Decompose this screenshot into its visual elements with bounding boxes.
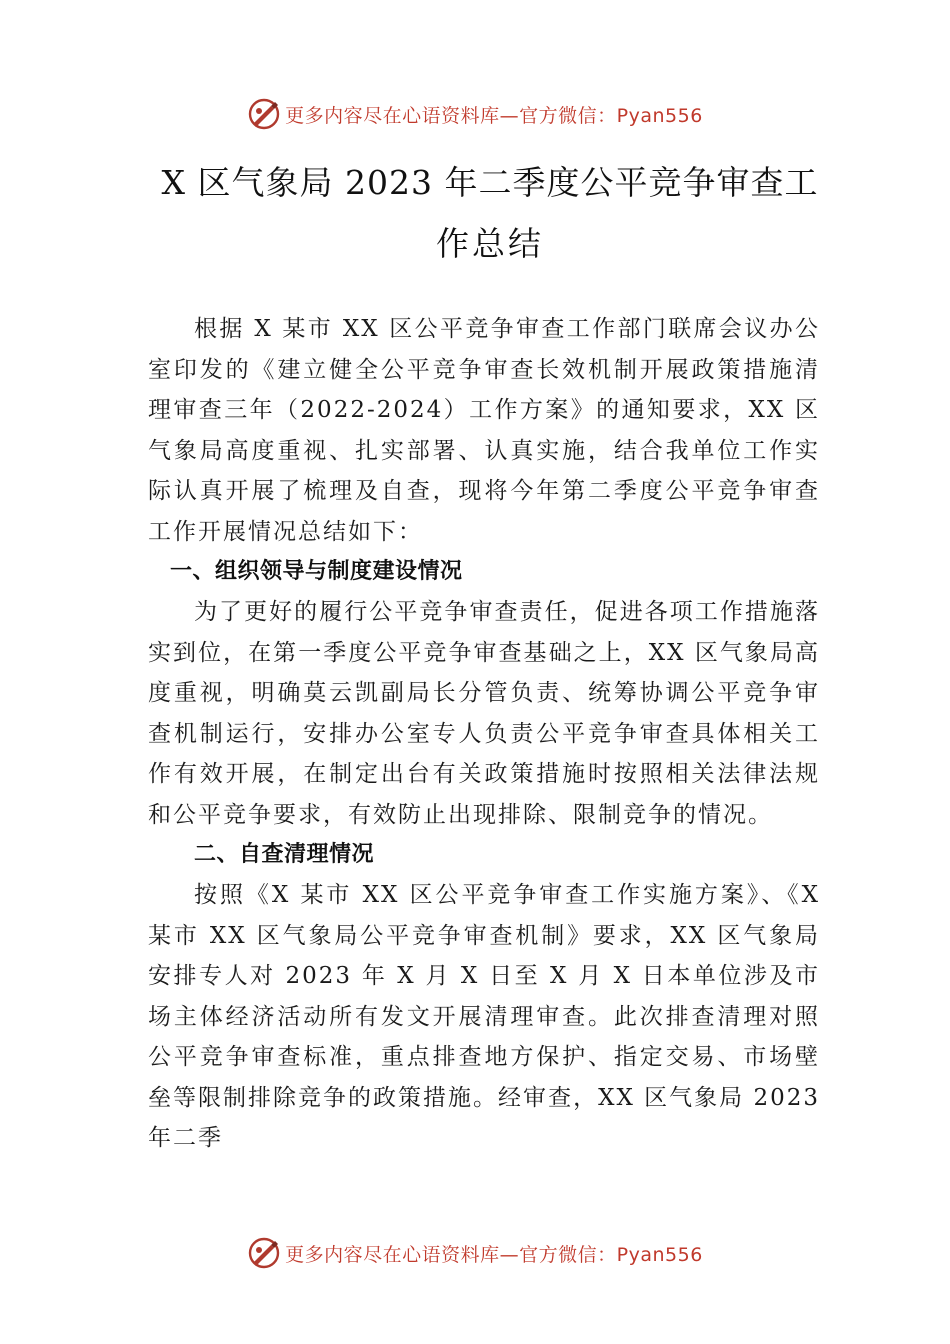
watermark-footer <box>0 1233 950 1273</box>
intro-paragraph: 根据 X 某市 XX 区公平竞争审查工作部门联席会议办公室印发的《建立健全公平竞争审查长效机制开展政策措施清理审查三年（2022-2024）工作方案》的通知要求，XX 区气象局高度重视、扎实部署、认真实施，结合我单位工作实际认真开展了梳理及自查，现将今年第二季度公平竞争审查工作开展情况总结如下： <box>148 316 820 545</box>
document-body <box>148 309 820 1159</box>
watermark-header <box>0 94 950 134</box>
pen-seal-icon <box>247 97 281 131</box>
section-heading-self-inspection: 二、自查清理情况 <box>194 842 375 867</box>
watermark-text: 更多内容尽在心语资料库—官方微信：Pyan556 <box>285 1243 703 1266</box>
section-body-organization: 为了更好的履行公平竞争审查责任，促进各项工作措施落实到位，在第一季度公平竞争审查基础之上，XX 区气象局高度重视，明确莫云凯副局长分管负责、统筹协调公平竞争审查机制运行，安排办公室专人负责公平竞争审查具体相关工作有效开展，在制定出台有关政策措施时按照相关法律法规和公平竞争要求，有效防止出现排除、限制竞争的情况。 <box>148 599 820 828</box>
section-heading-organization: 一、组织领导与制度建设情况 <box>170 559 463 584</box>
document-title-line-2: 作总结 <box>436 224 544 263</box>
watermark-text: 更多内容尽在心语资料库—官方微信：Pyan556 <box>285 104 703 127</box>
document-title-line-1: X 区气象局 2023 年二季度公平竞争审查工 <box>161 163 819 202</box>
section-body-self-inspection: 按照《X 某市 XX 区公平竞争审查工作实施方案》、《X 某市 XX 区气象局公平竞争审查机制》要求，XX 区气象局安排专人对 2023 年 X 月 X 日至 X 月 X 日本单位涉及市场主体经济活动所有发文开展清理审查。此次排查清理对照公平竞争审查标准，重点排查地方保护、指定交易、市场壁垒等限制排除竞争的政策措施。经审查，XX 区气象局 2023 年二季 <box>148 882 820 1151</box>
pen-seal-icon <box>247 1236 281 1270</box>
